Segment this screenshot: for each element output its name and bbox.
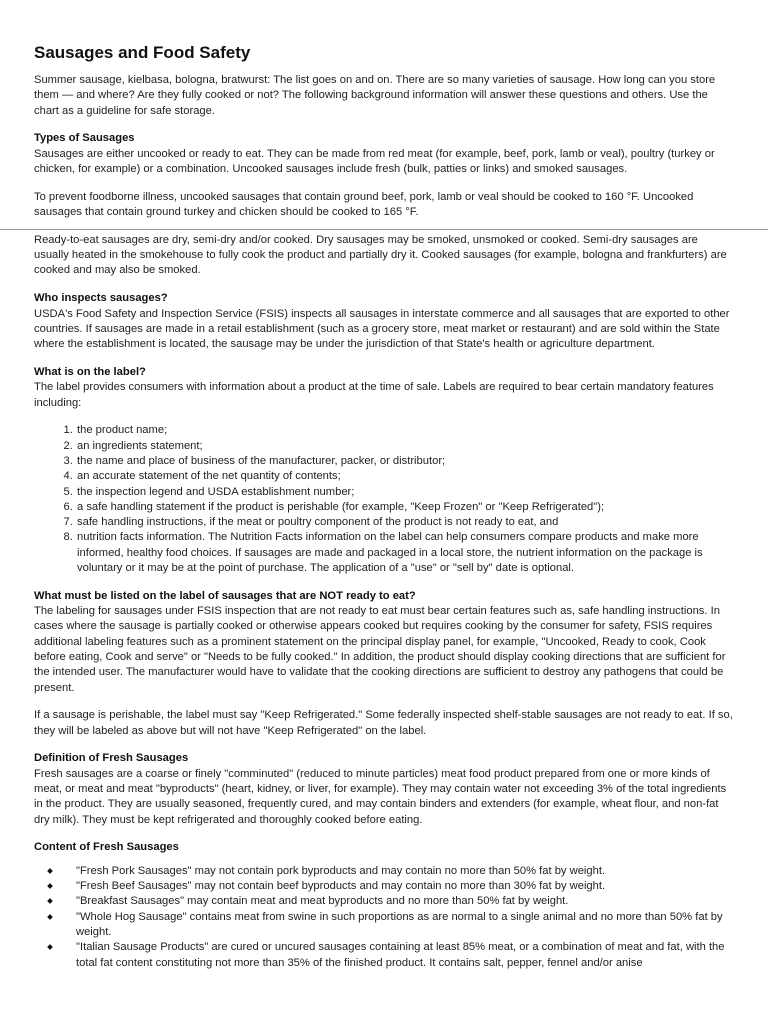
list-item: 8. nutrition facts information. The Nutrition Facts information on the label can help consumers compare products and make more informed, healthy food choices. If sausages are made and packaged in a local store, the nutrient information on the package is voluntary or it may be at the point of purchase. The application of a "use" or "sell by" date is optional.: [76, 530, 734, 576]
inspects-paragraph: USDA's Food Safety and Inspection Service (FSIS) inspects all sausages in interstate commerce and all sausages that are exported to other countries. If sausages are made in a retail establishment (such as a grocery store, meat market or restaurant) and are sold within the State where the establishment is located, the sausage may be under the jurisdiction of that State's health or agriculture department.: [34, 307, 730, 351]
section-heading-content: Content of Fresh Sausages: [34, 841, 179, 854]
not-ready-paragraph-1: The labeling for sausages under FSIS inspection that are not ready to eat must bear certain features such as, safe handling instructions. In cases where the sausage is partially cooked or otherwise appears cooked but requires cooking by the consumer for safety, FSIS requires additional labeling features such as a prominent statement on the principal display panel, for example, "Uncooked, Ready to cook, Cook before eating, Cook and serve" or "Needs to be fully cooked." In addition, the product should display cooking directions that are sufficient for the intended user. The manufacturer would have to validate that the cooking directions are sufficient to destroy any pathogens that could be present.: [34, 605, 726, 694]
definition-paragraph: Fresh sausages are a coarse or finely "comminuted" (reduced to minute particles) meat food product prepared from one or more kinds of meat, or meat and meat "byproducts" (heart, kidney, or liver, for example). They may contain water not exceeding 3% of the total ingredients in the product. They are usually seasoned, frequently cured, and may contain binders and extenders (for example, wheat flour, and non-fat dry milk). They must be kept refrigerated and thoroughly cooked before eating.: [34, 767, 727, 826]
not-ready-paragraph-2: If a sausage is perishable, the label must say "Keep Refrigerated." Some federally inspected shelf-stable sausages are not ready to eat. If so, they will be labeled as above but will not have "Keep Refrigerated" on the label.: [34, 709, 733, 737]
section-label: [34, 365, 734, 576]
section-definition: [34, 751, 734, 827]
list-item: "Fresh Pork Sausages" may not contain pork byproducts and may contain no more than 50% fat by weight.: [76, 864, 734, 879]
page-title: Sausages and Food Safety: [34, 43, 251, 62]
document-content: [34, 38, 734, 971]
list-item: 2. an ingredients statement;: [76, 439, 734, 454]
list-item: 3. the name and place of business of the manufacturer, packer, or distributor;: [76, 454, 734, 469]
list-item: "Breakfast Sausages" may contain meat and meat byproducts and no more than 50% fat by weight.: [76, 894, 734, 909]
intro-paragraph: Summer sausage, kielbasa, bologna, bratwurst: The list goes on and on. There are so many varieties of sausage. How long can you store them — and where? Are they fully cooked or not? The following background information will answer these questions and others. Use the chart as a guideline for safe storage.: [34, 74, 716, 117]
section-not-ready: [34, 589, 734, 739]
section-heading-label: What is on the label?: [34, 365, 146, 378]
section-content: [34, 840, 734, 970]
section-heading-not-ready: What must be listed on the label of sausages that are NOT ready to eat?: [34, 589, 416, 602]
list-item: 5. the inspection legend and USDA establishment number;: [76, 485, 734, 500]
content-bullet-list: [34, 864, 734, 971]
section-heading-inspects: Who inspects sausages?: [34, 292, 168, 305]
list-item: "Fresh Beef Sausages" may not contain beef byproducts and may contain no more than 30% fat by weight.: [76, 879, 734, 894]
types-paragraph-3: Ready-to-eat sausages are dry, semi-dry and/or cooked. Dry sausages may be smoked, unsmoked or cooked. Semi-dry sausages are usually heated in the smokehouse to fully cook the product and partially dry it. Cooked sausages (for example, bologna and frankfurters) are cooked and may also be smoked.: [34, 233, 727, 277]
list-item: "Whole Hog Sausage" contains meat from swine in such proportions as are normal to a single animal and no more than 50% fat by weight.: [76, 910, 734, 941]
types-paragraph-2: To prevent foodborne illness, uncooked sausages that contain ground beef, pork, lamb or veal should be cooked to 160 °F. Uncooked sausages that contain ground turkey and chicken should be cooked to 165 °F.: [34, 190, 694, 219]
list-item: 4. an accurate statement of the net quantity of contents;: [76, 469, 734, 484]
list-item: "Italian Sausage Products" are cured or uncured sausages containing at least 85% meat, or a combination of meat and fat, with the total fat content constituting not more than 35% of the finished product. It contains salt, pepper, fennel and/or anise: [76, 940, 734, 971]
label-features-list: [34, 423, 734, 576]
types-paragraph-1: Sausages are either uncooked or ready to eat. They can be made from red meat (for example, beef, pork, lamb or veal), poultry (turkey or chicken, for example) or a combination. Uncooked sausages include fresh (bulk, patties or links) and smoked sausages.: [34, 147, 715, 175]
section-heading-definition: Definition of Fresh Sausages: [34, 752, 189, 765]
section-types: [34, 131, 734, 278]
list-item: 1. the product name;: [76, 423, 734, 438]
list-item: 7. safe handling instructions, if the meat or poultry component of the product is not ready to eat, and: [76, 515, 734, 530]
section-heading-types: Types of Sausages: [34, 132, 135, 145]
list-item: 6. a safe handling statement if the product is perishable (for example, "Keep Frozen" or "Keep Refrigerated");: [76, 500, 734, 515]
label-paragraph: The label provides consumers with information about a product at the time of sale. Labels are required to bear certain mandatory features including:: [34, 381, 714, 409]
section-inspects: [34, 291, 734, 352]
